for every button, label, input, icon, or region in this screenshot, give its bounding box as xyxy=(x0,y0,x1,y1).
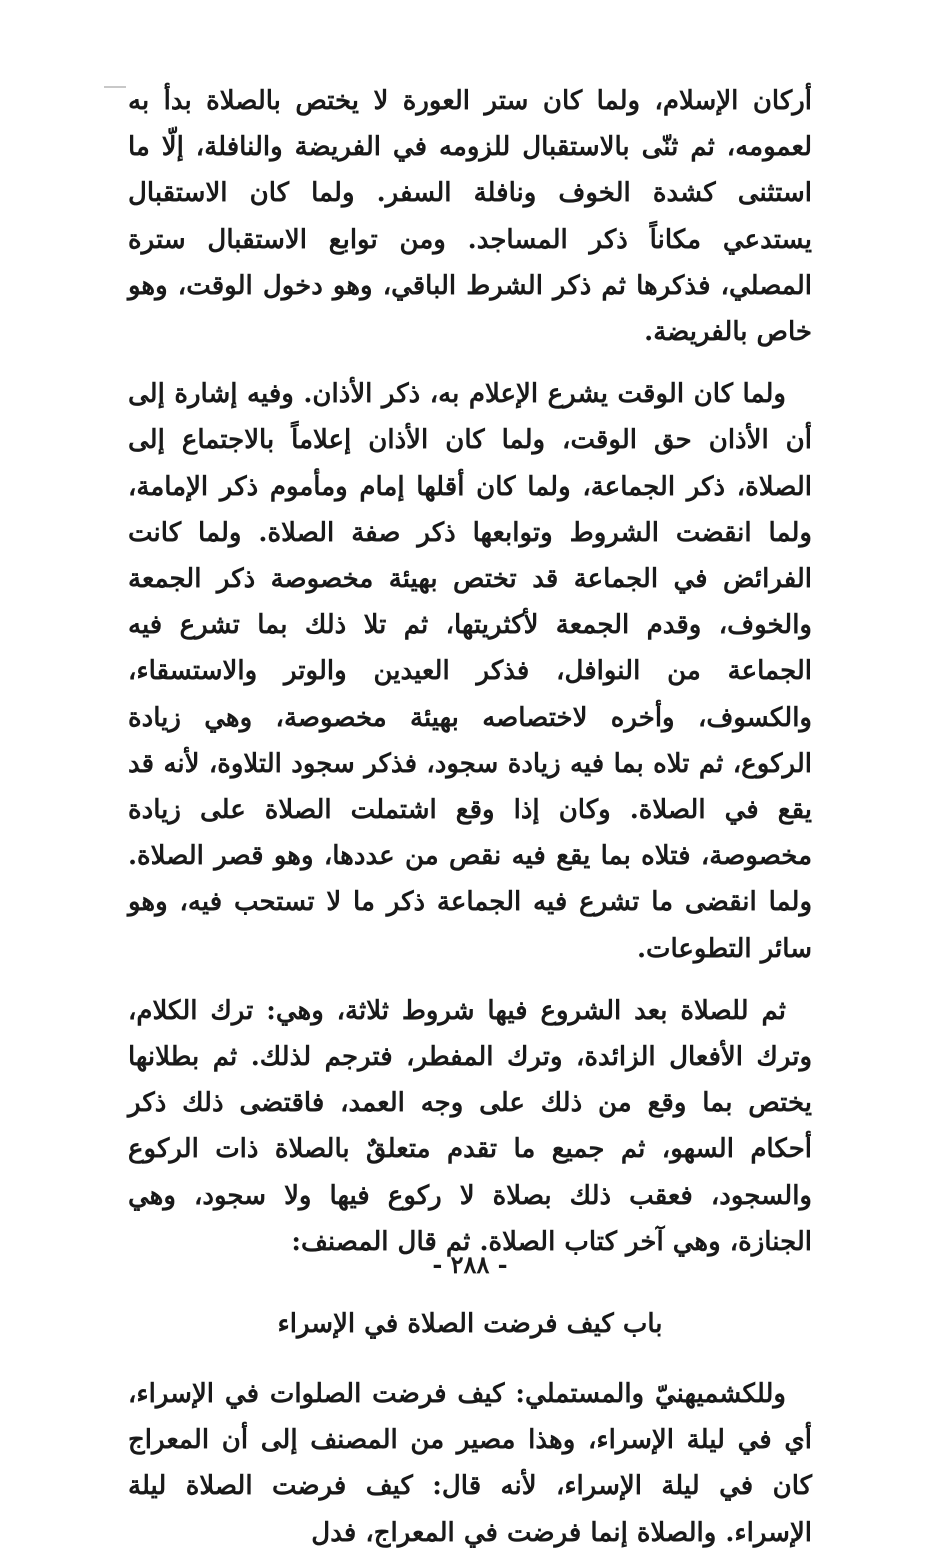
paragraph-3: ثم للصلاة بعد الشروع فيها شروط ثلاثة، وهي: ترك الكلام، وترك الأفعال الزائدة، وترك المفطر، فترجم لذلك. ثم بطلانها يختص بما وقع من ذلك على وجه العمد، فاقتضى ذلك ذكر أحكام السهو، ثم جميع ما تقدم متعلقٌ بالصلاة ذات الركوع والسجود، فعقب ذلك بصلاة لا ركوع فيها ولا سجود، وهي الجنازة، وهي آخر كتاب الصلاة. ثم قال المصنف: xyxy=(128,995,812,1257)
document-page xyxy=(128,78,812,1548)
paragraph-4: وللكشميهنيّ والمستملي: كيف فرضت الصلوات في الإسراء، أي في ليلة الإسراء، وهذا مصير من المصنف إلى أن المعراج كان في ليلة الإسراء، لأنه قال: كيف فرضت الصلاة ليلة الإسراء. والصلاة إنما فرضت في المعراج، فدل xyxy=(128,1379,812,1548)
paragraph-1: أركان الإسلام، ولما كان ستر العورة لا يختص بالصلاة بدأ به لعمومه، ثم ثنّى بالاستقبال للزومه في الفريضة والنافلة، إلّا ما استثنى كشدة الخوف ونافلة السفر. ولما كان الاستقبال يستدعي مكاناً ذكر المساجد. ومن توابع الاستقبال سترة المصلي، فذكرها ثم ذكر الشرط الباقي، وهو دخول الوقت، وهو خاص بالفريضة. xyxy=(128,86,812,348)
page-number: - ٢٨٨ - xyxy=(432,1250,508,1279)
paragraph-2: ولما كان الوقت يشرع الإعلام به، ذكر الأذان. وفيه إشارة إلى أن الأذان حق الوقت، ولما كان الأذان إعلاماً بالاجتماع إلى الصلاة، ذكر الجماعة، ولما كان أقلها إمام ومأموم ذكر الإمامة، ولما انقضت الشروط وتوابعها ذكر صفة الصلاة. ولما كانت الفرائض في الجماعة قد تختص بهيئة مخصوصة ذكر الجمعة والخوف، وقدم الجمعة لأكثريتها، ثم تلا ذلك بما تشرع فيه الجماعة من النوافل، فذكر العيدين والوتر والاستسقاء، والكسوف، وأخره لاختصاصه بهيئة مخصوصة، وهي زيادة الركوع، ثم تلاه بما فيه زيادة سجود، فذكر سجود التلاوة، لأنه قد يقع في الصلاة. وكان إذا وقع اشتملت الصلاة على زيادة مخصوصة، فتلاه بما يقع فيه نقص من عددها، وهو قصر الصلاة. ولما انقضى ما تشرع فيه الجماعة ذكر ما لا تستحب فيه، وهو سائر التطوعات. xyxy=(128,379,812,964)
scan-mark xyxy=(104,86,126,88)
chapter-heading: باب كيف فرضت الصلاة في الإسراء xyxy=(277,1309,663,1340)
